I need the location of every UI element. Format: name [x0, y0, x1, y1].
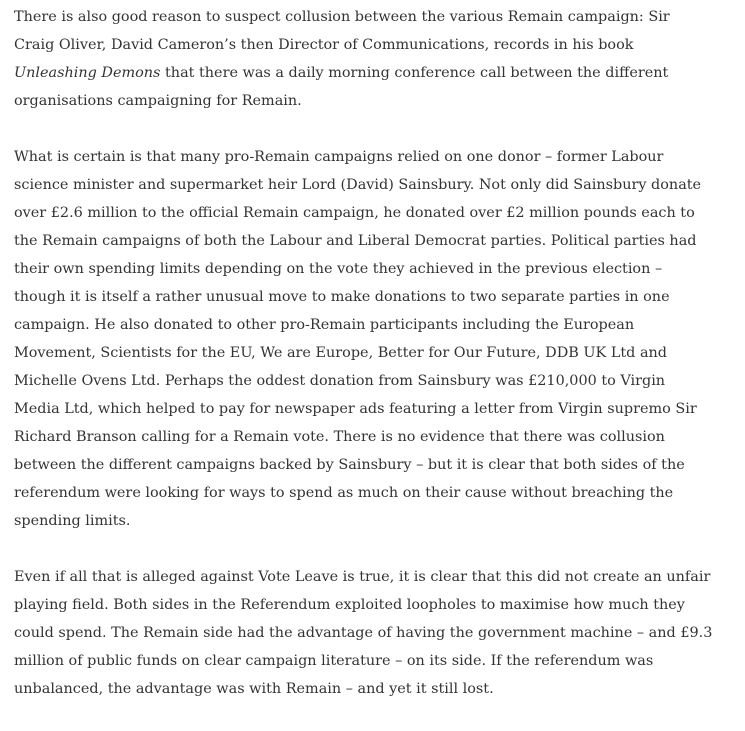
book-title: Unleashing Demons	[14, 65, 161, 81]
paragraph-collusion-text-end: that there was a daily morning conference call between the different organisations campaigning for Remain.	[14, 65, 669, 109]
paragraph-collusion-text-start: There is also good reason to suspect collusion between the various Remain campaign: Sir Craig Oliver, David Cameron’s then Director of Communications, records in his book	[14, 9, 670, 53]
paragraph-sainsbury: What is certain is that many pro-Remain campaigns relied on one donor – former Labour science minister and supermarket heir Lord (David) Sainsbury. Not only did Sainsbury donate over £2.6 million to the official Remain campaign, he donated over £2 million pounds each to the Remain campaigns of both the Labour and Liberal Democrat parties. Political parties had their own spending limits depending on the vote they achieved in the previous election – though it is itself a rather unusual move to make donations to two separate parties in one campaign. He also donated to other pro-Remain participants including the European Movement, Scientists for the EU, We are Europe, Better for Our Future, DDB UK Ltd and Michelle Ovens Ltd. Perhaps the oddest donation from Sainsbury was £210,000 to Virgin Media Ltd, which helped to pay for newspaper ads featuring a letter from Virgin supremo Sir Richard Branson calling for a Remain vote. There is no evidence that there was collusion between the different campaigns backed by Sainsbury – but it is clear that both sides of the referendum were looking for ways to spend as much on their cause without breaching the spending limits.	[14, 149, 702, 529]
paragraph-collusion	[14, 3, 714, 115]
article-body	[14, 3, 714, 731]
paragraph-conclusion: Even if all that is alleged against Vote Leave is true, it is clear that this did not create an unfair playing field. Both sides in the Referendum exploited loopholes to maximise how much they could spend. The Remain side had the advantage of having the government machine – and £9.3 million of public funds on clear campaign literature – on its side. If the referendum was unbalanced, the advantage was with Remain – and yet it still lost.	[14, 569, 713, 697]
